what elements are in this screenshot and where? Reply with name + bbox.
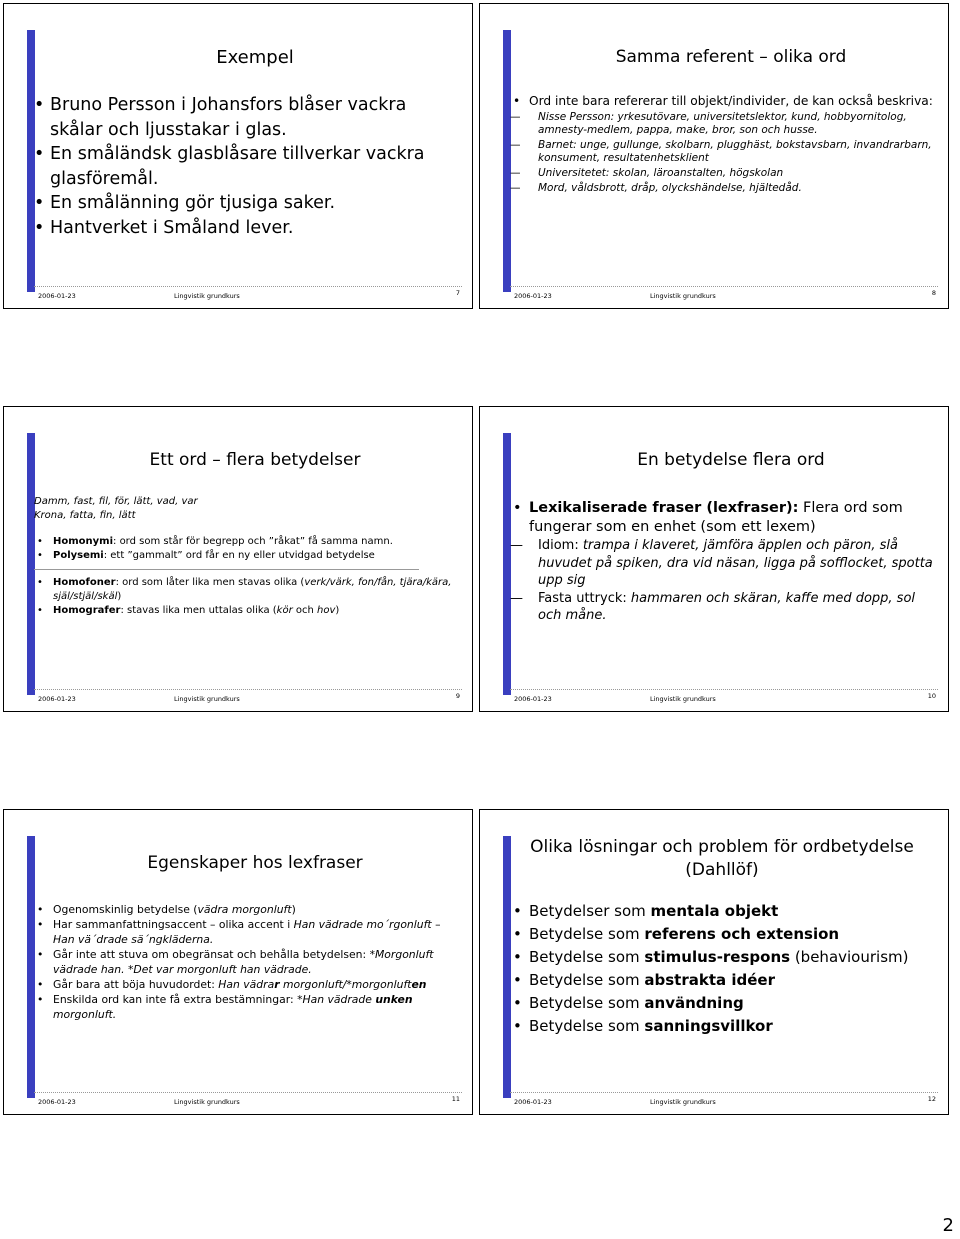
key-term: mentala objekt (650, 902, 779, 920)
slide-number: 8 (931, 289, 936, 297)
list-item (34, 576, 462, 604)
key-term: referens och extension (644, 925, 840, 943)
slide-footer (34, 1092, 462, 1106)
example: *Han vädrade (297, 993, 376, 1006)
footer-date: 2006-01-23 (514, 292, 552, 300)
list-item: • Hantverket i Småland lever. (31, 216, 464, 241)
example: vädra morgonluft (197, 903, 292, 916)
label: Idiom: (538, 538, 583, 553)
footer-course: Lingvistik grundkurs (174, 695, 240, 703)
list-item (34, 977, 462, 992)
conjunction: och (292, 605, 318, 616)
slide-footer (34, 286, 462, 300)
list-item (510, 970, 938, 990)
text: – (431, 918, 441, 931)
list-item (510, 1016, 938, 1036)
list-item (510, 537, 938, 590)
label: Fasta uttryck: (538, 590, 631, 606)
list-item (510, 590, 938, 625)
slide-7 (3, 3, 473, 309)
examples: trampa i klaveret, jämföra äpplen och päron, slå huvudet på spiken, dra vid näsan, ligga på sofflocket, spotta upp sig (538, 538, 933, 588)
text: Går bara att böja huvudordet: (53, 978, 219, 991)
key-term: användning (644, 994, 744, 1012)
example: morgonluft/*morgonluft (279, 978, 412, 991)
list-item: • Ord inte bara refererar till objekt/individer, de kan också beskriva: (510, 94, 938, 109)
slide-title: Samma referent – olika ord (615, 47, 847, 67)
text: Enskilda ord kan inte få extra bestämningar: (53, 993, 298, 1006)
paren: ) (117, 591, 122, 602)
list-item (510, 499, 938, 537)
examples: hammaren och skäran, kaffe med dopp, sol och måne. (538, 590, 916, 623)
list-item: — Universitetet: skolan, läroanstalten, högskolan (510, 167, 938, 180)
list-item (510, 901, 938, 921)
bullet-list (510, 499, 938, 625)
list-item (510, 924, 938, 944)
text: Betydelse som (529, 948, 645, 966)
definition: : ord som står för begrepp och ”råkat” få samma namn. (113, 536, 393, 547)
definition: : stavas lika men uttalas olika ( (120, 605, 277, 616)
slide-9 (3, 406, 473, 712)
key-term: sanningsvillkor (644, 1017, 773, 1035)
example-emphasis: r (274, 978, 280, 991)
slide-title: Ett ord – flera betydelser (149, 450, 361, 470)
text: Betydelser som (529, 902, 651, 920)
text: ) (291, 903, 296, 916)
term: Homonymi (53, 536, 114, 547)
example: kör (276, 605, 293, 616)
slide-number: 10 (927, 692, 936, 700)
definition: Flera ord som fungerar som en enhet (som ett lexem) (529, 500, 903, 535)
footer-course: Lingvistik grundkurs (174, 292, 240, 300)
bullet-list (34, 902, 462, 1022)
text: Betydelse som (529, 925, 645, 943)
slide-number: 11 (451, 1095, 460, 1103)
list-item (510, 947, 938, 967)
key-term: abstrakta idéer (644, 971, 775, 989)
list-item (34, 902, 462, 917)
slide-12 (479, 809, 949, 1115)
text: Går inte att stuva om obegränsat och behålla betydelsen: (53, 948, 370, 961)
footer-date: 2006-01-23 (514, 695, 552, 703)
bullet-list (510, 901, 938, 1036)
slide-footer (510, 689, 938, 703)
list-item: — Barnet: unge, gullunge, skolbarn, plugghäst, bokstavsbarn, invandrarbarn, konsument, resultatenhetsklient (510, 139, 938, 165)
bullet-list (31, 93, 464, 240)
slide-title: Egenskaper hos lexfraser (147, 853, 363, 873)
slide-title: Olika lösningar och problem för ordbetydelse (Dahllöf) (530, 837, 914, 880)
text: Betydelse som (529, 971, 645, 989)
slide-number: 7 (455, 289, 460, 297)
example: verk/värk, fon/fån, tjära/kära, själ/stjäl/skäl (53, 577, 452, 602)
example: morgonluft. (53, 1008, 117, 1021)
term: Lexikaliserade fraser (lexfraser): (529, 500, 799, 516)
list-item: — Mord, våldsbrott, dråp, olyckshändelse, hjältedåd. (510, 182, 938, 195)
example-words-2: Krona, fatta, fin, lätt (34, 510, 136, 521)
list-item: • Bruno Persson i Johansfors blåser vackra skålar och ljusstakar i glas. (31, 93, 464, 142)
example-words-1: Damm, fast, fil, för, lätt, vad, var (34, 496, 198, 507)
footer-course: Lingvistik grundkurs (650, 292, 716, 300)
footer-course: Lingvistik grundkurs (650, 695, 716, 703)
footer-date: 2006-01-23 (38, 695, 76, 703)
slide-title: En betydelse flera ord (637, 450, 825, 470)
term: Polysemi (53, 550, 104, 561)
text: Har sammanfattningsaccent – olika accent i (53, 918, 294, 931)
footer-course: Lingvistik grundkurs (174, 1098, 240, 1106)
text: (behaviourism) (790, 948, 909, 966)
example: Han vädra (218, 978, 275, 991)
bullet-list (510, 94, 938, 195)
slide-title: Exempel (216, 47, 294, 68)
list-item: — Nisse Persson: yrkesutövare, universitetslektor, kund, hobbyornitolog, amnesty-medlem, pappa, make, bror, son och husse. (510, 111, 938, 137)
footer-date: 2006-01-23 (514, 1098, 552, 1106)
footer-course: Lingvistik grundkurs (650, 1098, 716, 1106)
key-term: stimulus-respons (644, 948, 791, 966)
example: Han vädrade mo´rgonluft (293, 918, 432, 931)
example: Han vä´drade sä´ngkläderna. (53, 933, 214, 946)
definition: : ett ”gammalt” ord får en ny eller utvidgad betydelse (103, 550, 375, 561)
slide-number: 9 (455, 692, 460, 700)
list-item (34, 604, 462, 618)
example: hov (317, 605, 336, 616)
footer-date: 2006-01-23 (38, 1098, 76, 1106)
slide-10 (479, 406, 949, 712)
term: Homofoner (53, 577, 116, 588)
slide-8 (479, 3, 949, 309)
page-number: 2 (942, 1215, 954, 1236)
divider (34, 569, 419, 570)
term: Homografer (53, 605, 121, 616)
list-item (34, 917, 462, 947)
text: Betydelse som (529, 994, 645, 1012)
example-emphasis: en (411, 978, 427, 991)
slide-number: 12 (927, 1095, 936, 1103)
list-item: • En smålänning gör tjusiga saker. (31, 191, 464, 216)
footer-date: 2006-01-23 (38, 292, 76, 300)
list-item (34, 549, 462, 563)
example: *Morgonluft vädrade han. *Det var morgonluft han vädrade. (53, 948, 434, 976)
paren: ) (335, 605, 340, 616)
list-item (510, 993, 938, 1013)
slide-11 (3, 809, 473, 1115)
example-emphasis: unken (375, 993, 413, 1006)
list-item (34, 947, 462, 977)
slide-footer (510, 286, 938, 300)
definition: : ord som låter lika men stavas olika ( (115, 577, 305, 588)
slide-body (34, 495, 462, 618)
text: Betydelse som (529, 1017, 645, 1035)
slide-footer (510, 1092, 938, 1106)
slide-footer (34, 689, 462, 703)
list-item (34, 535, 462, 549)
list-item (34, 992, 462, 1022)
list-item: • En småländsk glasblåsare tillverkar vackra glasföremål. (31, 142, 464, 191)
text: Ogenomskinlig betydelse ( (53, 903, 198, 916)
